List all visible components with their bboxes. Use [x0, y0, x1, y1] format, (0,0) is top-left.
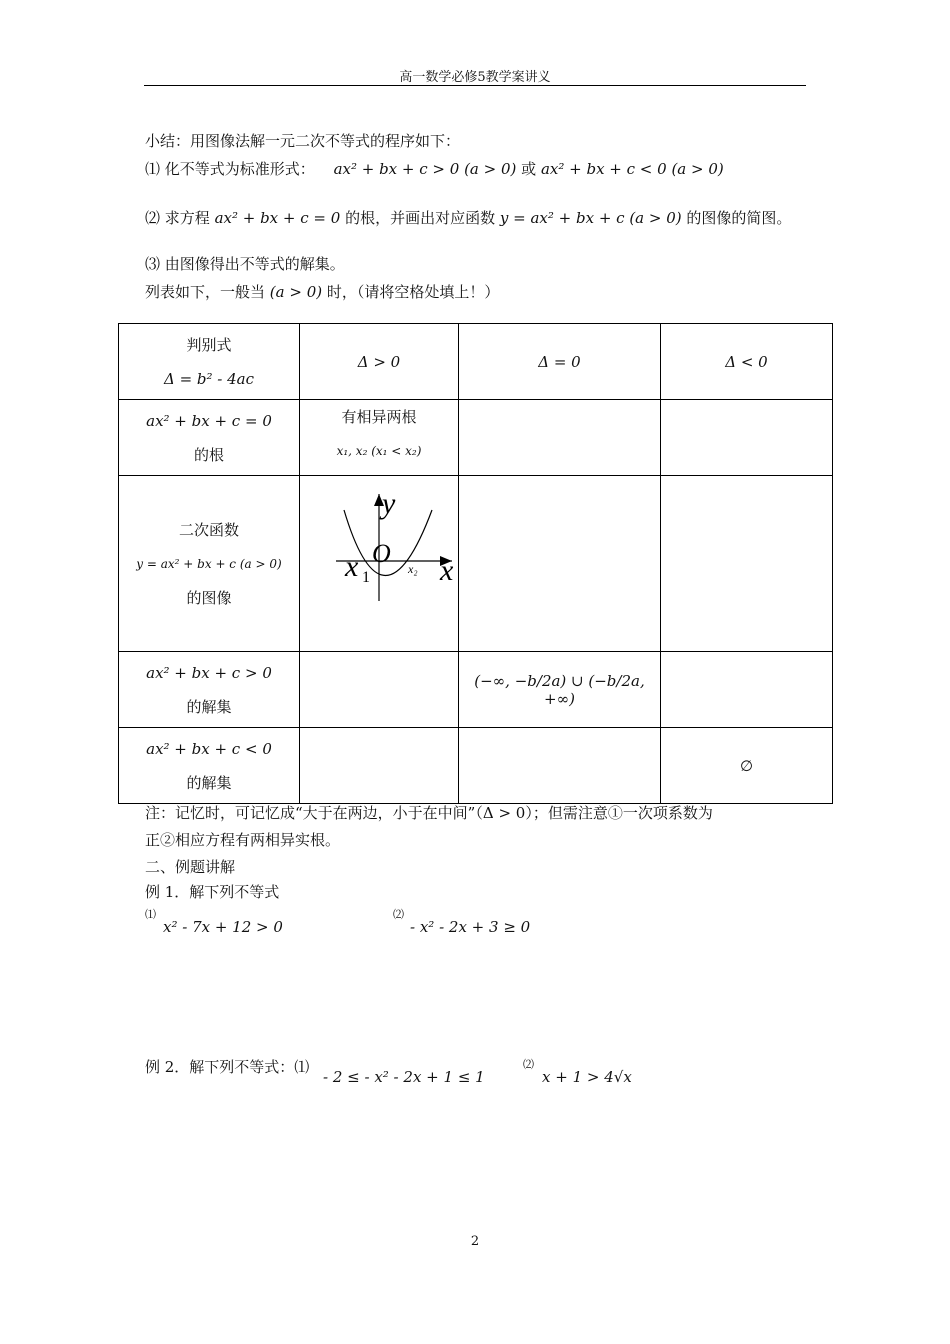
label-text: 二次函数: [178, 520, 239, 539]
example-1-part-1-expr: x² - 7x + 12 > 0: [163, 918, 283, 936]
row-label-graph: [119, 476, 300, 652]
step2-end: 的图像的简图。: [686, 209, 792, 227]
example-2-part-2-expr: x + 1 > 4√x: [542, 1068, 632, 1086]
x-label: x: [440, 554, 454, 587]
step-3: ⑶ 由图像得出不等式的解集。: [145, 255, 345, 273]
example-2-part-2-label: ⑵: [523, 1058, 534, 1071]
example-1-part-1-label: ⑴: [145, 908, 156, 921]
example-1-title: 例 1．解下列不等式: [145, 883, 280, 901]
table-intro: [145, 281, 499, 302]
example-1-part-2-expr: - x² - 2x + 3 ≥ 0: [410, 918, 531, 936]
empty-set-symbol: ∅: [661, 728, 833, 804]
empty-cell: [661, 400, 833, 476]
note-line-1: 注：记忆时，可记忆成“大于在两边，小于在中间”（Δ > 0）；但需注意①一次项系数为: [145, 804, 713, 822]
label-text: 的图像: [186, 588, 232, 607]
table-intro-a: 列表如下，一般当: [145, 283, 266, 301]
step2-label: ⑵ 求方程: [145, 209, 210, 227]
inequality-text: ax² + bx + c > 0: [146, 663, 272, 682]
roots-expr: x₁, x₂ (x₁ < x₂): [336, 444, 422, 458]
roots-cell: [300, 400, 459, 476]
label-text: 的根: [193, 445, 224, 464]
table-row: [119, 324, 833, 400]
row-label-greater-solution: [119, 652, 300, 728]
section-title: 二、例题讲解: [145, 858, 236, 876]
x1-subscript: 1: [362, 569, 370, 586]
label-text: 的解集: [186, 773, 232, 792]
empty-cell: [459, 400, 661, 476]
header-divider: [144, 85, 806, 86]
step2-equation: ax² + bx + c = 0: [214, 209, 341, 227]
note-line-2: 正②相应方程有两相异实根。: [145, 831, 341, 849]
empty-cell: [300, 652, 459, 728]
empty-cell: [300, 728, 459, 804]
empty-cell: [661, 476, 833, 652]
origin-label: O: [372, 539, 391, 568]
example-2-title: 例 2．解下列不等式：⑴: [145, 1058, 310, 1076]
inequality-text: ax² + bx + c < 0: [146, 739, 272, 758]
discriminant-table: [118, 323, 833, 804]
header-delta-positive: Δ > 0: [300, 324, 459, 400]
header-delta-negative: Δ < 0: [661, 324, 833, 400]
header-delta-zero: Δ = 0: [459, 324, 661, 400]
function-expr: y = ax² + bx + c (a > 0): [136, 556, 282, 571]
label-text: 判别式: [186, 335, 232, 354]
step1-expr-b: ax² + bx + c < 0 (a > 0): [540, 160, 724, 178]
graph-cell: [300, 476, 459, 652]
step-2: [145, 207, 791, 228]
discriminant-formula: Δ = b² - 4ac: [163, 369, 255, 388]
empty-cell: [661, 652, 833, 728]
parabola-graph: [300, 476, 458, 651]
row-label-roots: [119, 400, 300, 476]
page-number: 2: [470, 1234, 480, 1249]
table-row: [119, 652, 833, 728]
example-1-part-2-label: ⑵: [393, 908, 404, 921]
step2-function: y = ax² + bx + c (a > 0): [499, 209, 682, 227]
row-label-less-solution: [119, 728, 300, 804]
step-1: [145, 158, 724, 179]
example-2-part-1-expr: - 2 ≤ - x² - 2x + 1 ≤ 1: [323, 1068, 485, 1086]
summary-intro: 小结：用图像法解一元二次不等式的程序如下：: [145, 132, 461, 150]
roots-text: 有相异两根: [341, 408, 417, 426]
empty-cell: [459, 476, 661, 652]
x1-label: x: [345, 550, 359, 583]
table-row: [119, 400, 833, 476]
row-label-discriminant: [119, 324, 300, 400]
table-intro-b: 时，（请将空格处填上！）: [326, 283, 500, 301]
x2-label: x₂: [408, 562, 418, 576]
step2-middle: 的根，并画出对应函数: [345, 209, 496, 227]
solution-set-delta-zero: (−∞, −b/2a) ∪ (−b/2a, +∞): [459, 652, 661, 728]
equation-text: ax² + bx + c = 0: [146, 411, 272, 430]
table-row: [119, 476, 833, 652]
page-header: 高一数学必修5教学案讲义: [399, 70, 551, 85]
step1-expr-a: ax² + bx + c > 0 (a > 0): [333, 160, 517, 178]
step1-label: ⑴ 化不等式为标准形式：: [145, 160, 315, 178]
y-label: y: [382, 487, 396, 520]
empty-cell: [459, 728, 661, 804]
step1-or: 或: [521, 160, 537, 178]
table-row: [119, 728, 833, 804]
table-intro-condition: (a > 0): [269, 283, 323, 301]
label-text: 的解集: [186, 697, 232, 716]
